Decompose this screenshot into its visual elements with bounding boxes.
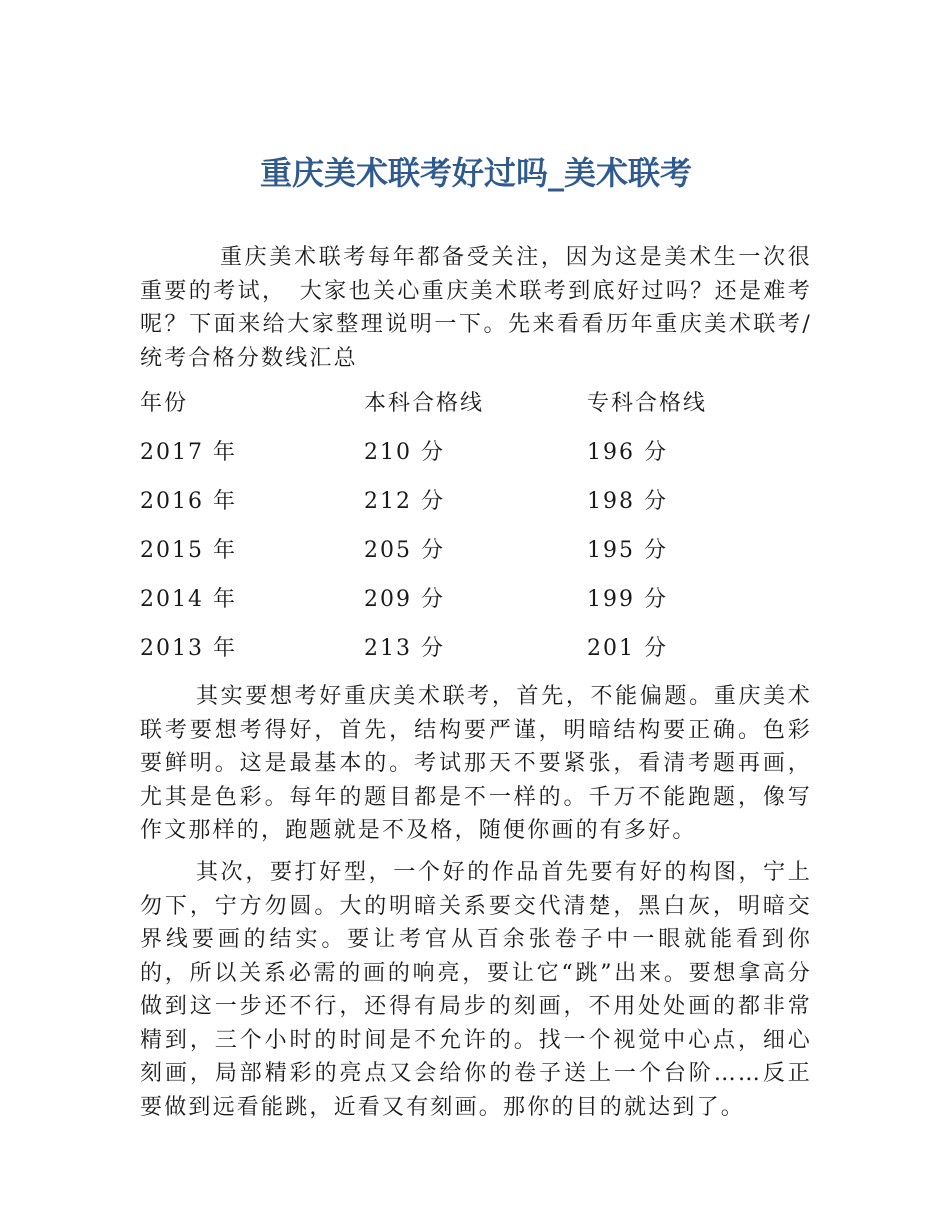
- cell-year: 2014 年: [140, 587, 237, 612]
- cell-year: 2015 年: [140, 538, 237, 563]
- table-row: [140, 534, 812, 583]
- cell-college: 199 分: [587, 587, 668, 612]
- score-table: [140, 387, 812, 681]
- table-row: [140, 436, 812, 485]
- header-undergrad: 本科合格线: [364, 391, 485, 416]
- cell-year: 2016 年: [140, 489, 237, 514]
- cell-college: 195 分: [587, 538, 668, 563]
- cell-college: 196 分: [587, 440, 668, 465]
- cell-undergrad: 205 分: [364, 538, 445, 563]
- header-college: 专科合格线: [587, 391, 708, 416]
- table-header-row: [140, 387, 812, 436]
- cell-undergrad: 210 分: [364, 440, 445, 465]
- cell-college: 198 分: [587, 489, 668, 514]
- table-row: [140, 583, 812, 632]
- page-title: 重庆美术联考好过吗_美术联考: [259, 154, 692, 192]
- cell-year: 2013 年: [140, 636, 237, 661]
- cell-undergrad: 212 分: [364, 489, 445, 514]
- cell-year: 2017 年: [140, 440, 237, 465]
- body-paragraph-2: 其实要想考好重庆美术联考，首先，不能偏题。重庆美术联考要想考得好，首先，结构要严谨，明暗结构要正确。色彩要鲜明。这是最基本的。考试那天不要紧张，看清考题再画，尤其是色彩。每年的题目都是不一样的。千万不能跑题，像写作文那样的，跑题就是不及格，随便你画的有多好。: [140, 684, 812, 843]
- table-row: [140, 632, 812, 681]
- intro-paragraph: 重庆美术联考每年都备受关注，因为这是美术生一次很重要的考试， 大家也关心重庆美术联考到底好过吗？还是难考呢？下面来给大家整理说明一下。先来看看历年重庆美术联考/统考合格分数线汇总: [140, 245, 812, 371]
- body-paragraph-3: 其次，要打好型，一个好的作品首先要有好的构图，宁上勿下，宁方勿圆。大的明暗关系要交代清楚，黑白灰，明暗交界线要画的结实。要让考官从百余张卷子中一眼就能看到你的，所以关系必需的画的响亮，要让它“跳”出来。要想拿高分做到这一步还不行，还得有局步的刻画，不用处处画的都非常精到，三个小时的时间是不允许的。找一个视觉中心点，细心刻画，局部精彩的亮点又会给你的卷子送上一个台阶……反正要做到远看能跳，近看又有刻画。那你的目的就达到了。: [140, 860, 812, 1120]
- cell-undergrad: 213 分: [364, 636, 445, 661]
- cell-undergrad: 209 分: [364, 587, 445, 612]
- cell-college: 201 分: [587, 636, 668, 661]
- table-row: [140, 485, 812, 534]
- header-year: 年份: [140, 391, 189, 416]
